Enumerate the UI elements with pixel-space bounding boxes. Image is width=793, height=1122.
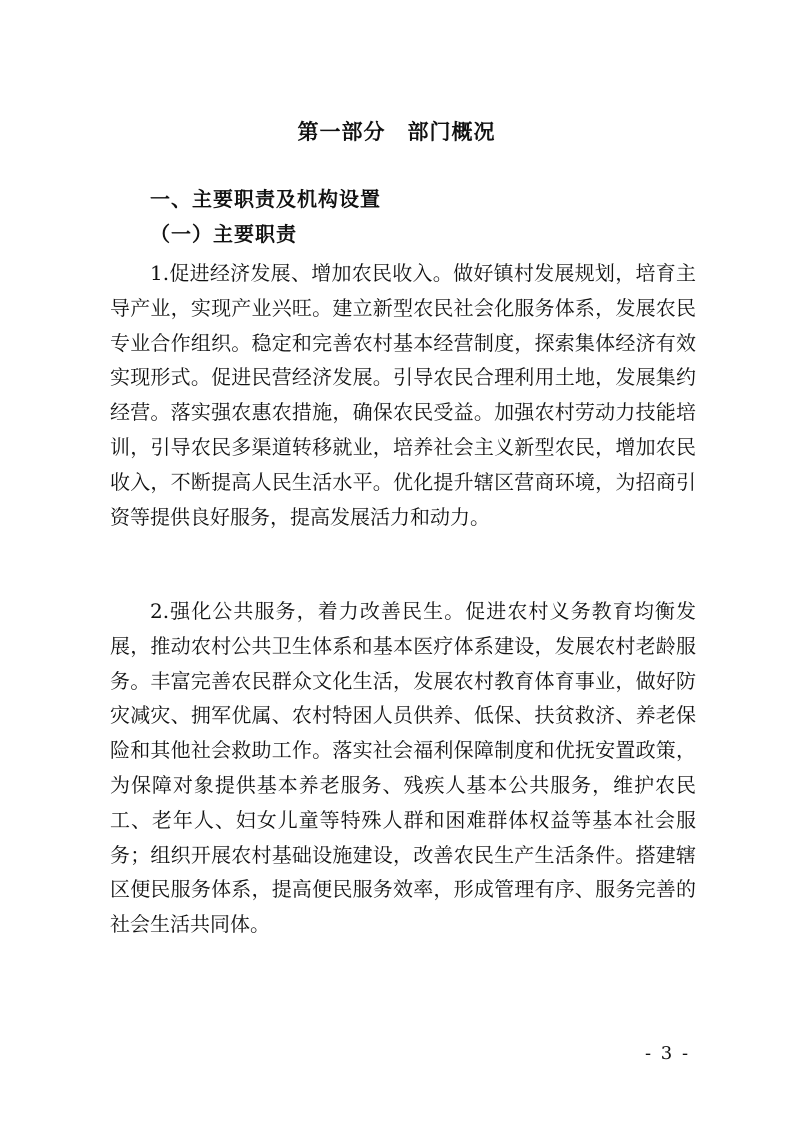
page-number: - 3 - [645, 1043, 691, 1064]
section-heading: 一、主要职责及机构设置 [150, 187, 381, 211]
page-title: 第一部分 部门概况 [297, 119, 496, 144]
subsection-heading: （一）主要职责 [150, 222, 297, 246]
paragraph-1: 1.促进经济发展、增加农民收入。做好镇村发展规划，培育主导产业，实现产业兴旺。建立新型农民社会化服务体系，发展农民专业合作组织。稳定和完善农村基本经营制度，探索集体经济有效实现形式。促进民营经济发展。引导农民合理利用土地，发展集约经营。落实强农惠农措施，确保农民受益。加强农村劳动力技能培训，引导农民多渠道转移就业，培养社会主义新型农民，增加农民收入，不断提高人民生活水平。优化提升辖区营商环境，为招商引资等提供良好服务，提高发展活力和动力。 [110, 261, 696, 529]
paragraph-2: 2.强化公共服务，着力改善民生。促进农村义务教育均衡发展，推动农村公共卫生体系和基本医疗体系建设，发展农村老龄服务。丰富完善农民群众文化生活，发展农村教育体育事业，做好防灾减灾、拥军优属、农村特困人员供养、低保、扶贫救济、养老保险和其他社会救助工作。落实社会福利保障制度和优抚安置政策，为保障对象提供基本养老服务、残疾人基本公共服务，维护农民工、老年人、妇女儿童等特殊人群和困难群体权益等基本社会服务；组织开展农村基础设施建设，改善农民生产生活条件。搭建辖区便民服务体系，提高便民服务效率，形成管理有序、服务完善的社会生活共同体。 [110, 599, 696, 937]
